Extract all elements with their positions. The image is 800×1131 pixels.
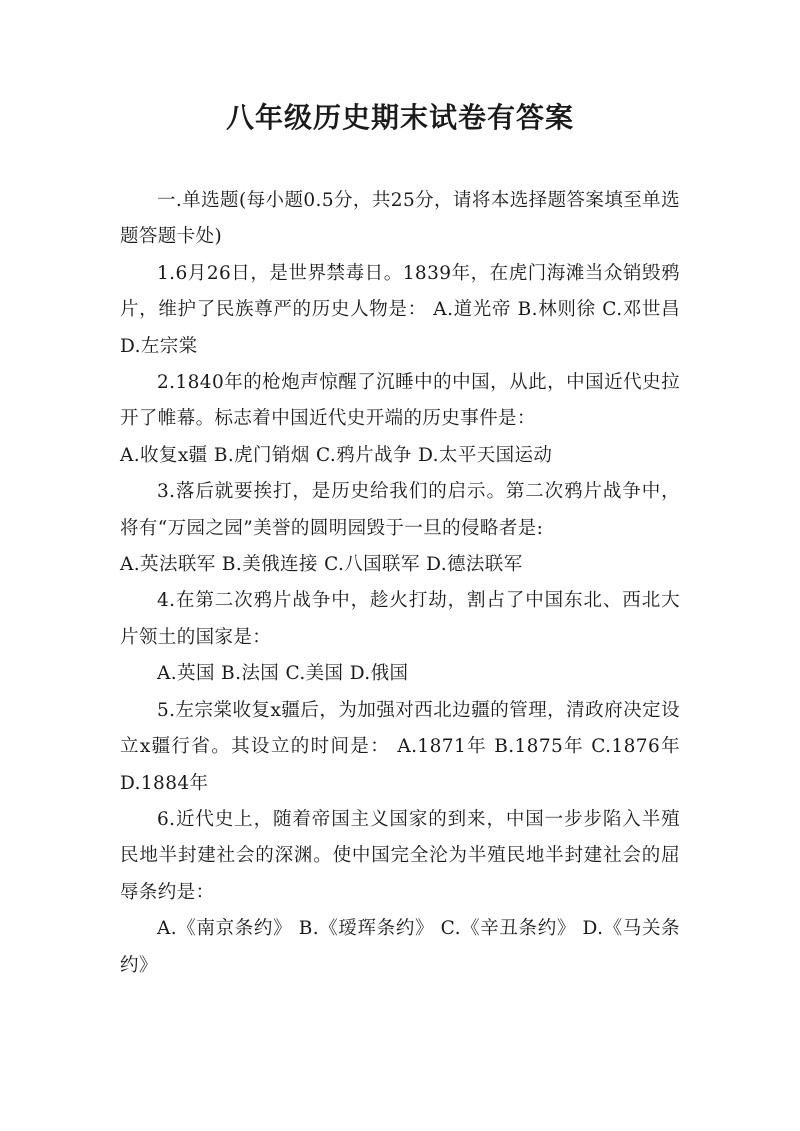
question-4-options: A.英国 B.法国 C.美国 D.俄国	[157, 663, 409, 685]
question-5: 5.左宗棠收复x疆后，为加强对西北边疆的管理，清政府决定设立x疆行省。其设立的时间是： A.1871年 B.1875年 C.1876年 D.1884年	[120, 699, 680, 794]
question-1: 1.6月26日，是世界禁毒日。1839年，在虎门海滩当众销毁鸦片，维护了民族尊严的历史人物是： A.道光帝 B.林则徐 C.邓世昌 D.左宗棠	[120, 262, 680, 357]
question-6-options: A.《南京条约》 B.《瑷珲条约》 C.《辛丑条约》 D.《马关条约》	[120, 918, 680, 976]
document-body	[120, 183, 680, 984]
page-title: 八年级历史期末试卷有答案	[225, 101, 574, 134]
section-header: 一.单选题(每小题0.5分，共25分，请将本选择题答案填至单选题答题卡处)	[120, 190, 680, 248]
question-3-options: A.英法联军 B.美俄连接 C.八国联军 D.德法联军	[120, 554, 523, 576]
question-2-options: A.收复x疆 B.虎门销烟 C.鸦片战争 D.太平天国运动	[120, 444, 553, 466]
question-3: 3.落后就要挨打，是历史给我们的启示。第二次鸦片战争中，将有“万园之园”美誉的圆明园毁于一旦的侵略者是:	[120, 481, 680, 539]
question-6: 6.近代史上，随着帝国主义国家的到来，中国一步步陷入半殖民地半封建社会的深渊。使中国完全沦为半殖民地半封建社会的屈辱条约是：	[120, 808, 680, 903]
question-4: 4.在第二次鸦片战争中，趁火打劫，割占了中国东北、西北大片领土的国家是：	[120, 590, 680, 648]
question-2: 2.1840年的枪炮声惊醒了沉睡中的中国，从此，中国近代史拉开了帷幕。标志着中国近代史开端的历史事件是：	[120, 372, 680, 430]
